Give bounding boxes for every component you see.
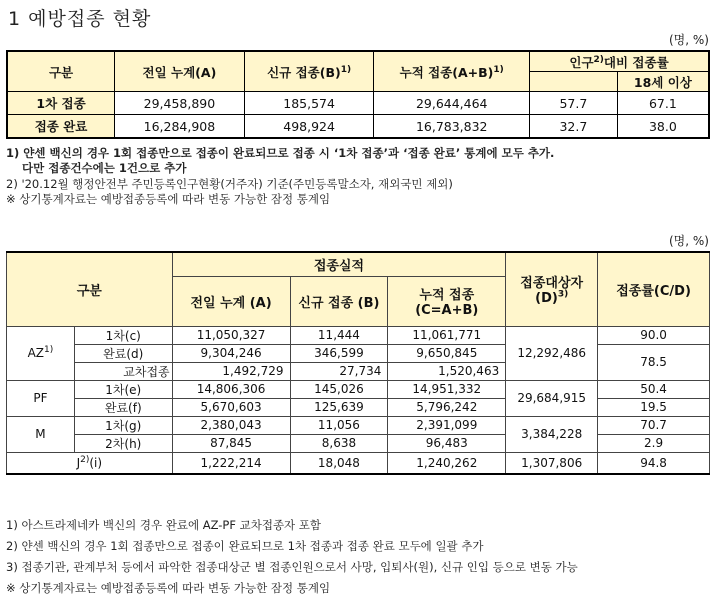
cell-rate: 90.0 (598, 326, 710, 344)
cell-rate: 70.7 (598, 416, 710, 434)
header-new: 신규 접종 (B) (290, 276, 388, 326)
cell-new: 11,056 (290, 416, 388, 434)
header-performance: 접종실적 (172, 252, 506, 276)
row-label: 1차(g) (74, 416, 172, 434)
footnote-3: 3) 접종기관, 관계부처 등에서 파악한 접종대상군 별 접종인원으로서 사망, 입퇴사(원), 신규 인입 등으로 변동 가능 (6, 560, 578, 574)
vaccination-summary-table (6, 50, 710, 139)
cell-rate: 32.7 (530, 115, 618, 139)
cell-prev: 1,492,729 (172, 362, 290, 380)
cell-new: 18,048 (290, 452, 388, 474)
cell-new: 346,599 (290, 344, 388, 362)
vaccination-detail-table (6, 251, 710, 475)
note-3: ※ 상기통계자료는 예방접종등록에 따라 변동 가능한 잠정 통계임 (6, 192, 331, 206)
cell-cum: 5,796,242 (388, 398, 506, 416)
cell-rate: 2.9 (598, 434, 710, 452)
note-1: 1) 얀센 백신의 경우 1회 접종만으로 접종이 완료되므로 접종 시 ‘1차 접종’과 ‘접종 완료’ 통계에 모두 추가. (6, 146, 555, 160)
cell-prev: 16,284,908 (115, 115, 245, 139)
cell-rate: 78.5 (598, 344, 710, 380)
cell-rate18: 67.1 (617, 92, 709, 115)
table-row (7, 115, 709, 139)
row-label: 접종 완료 (7, 115, 115, 139)
header-cumulative: 누적 접종 (C=A+B) (388, 276, 506, 326)
header-prev-total: 전일 누계(A) (115, 51, 245, 92)
footnote-2: 2) 얀센 백신의 경우 1회 접종만으로 접종이 완료되므로 1차 접종과 접종 완료 모두에 일괄 추가 (6, 539, 484, 553)
note-1b: 다만 접종건수에는 1건으로 추가 (22, 161, 187, 175)
row-label: 완료(d) (74, 344, 172, 362)
header-rate: 접종률(C/D) (598, 252, 710, 326)
table-row (7, 344, 710, 362)
cell-prev: 87,845 (172, 434, 290, 452)
cell-target: 3,384,228 (506, 416, 598, 452)
cell-prev: 11,050,327 (172, 326, 290, 344)
table-row (7, 416, 710, 434)
unit-label-1: (명, %) (669, 33, 709, 47)
cell-rate18: 38.0 (617, 115, 709, 139)
table-row (7, 380, 710, 398)
cell-cum: 1,520,463 (388, 362, 506, 380)
cell-new: 27,734 (290, 362, 388, 380)
table-row (7, 398, 710, 416)
group-az: AZ$^{1)}$ (7, 326, 75, 380)
group-m: M (7, 416, 75, 452)
cell-prev: 1,222,214 (172, 452, 290, 474)
note-2: 2) '20.12월 행정안전부 주민등록인구현황(거주자) 기준(주민등록말소자, 재외국민 제외) (6, 177, 453, 191)
header-new: 신규 접종$(B)^{1)}$ (244, 51, 374, 92)
cell-cum: 16,783,832 (374, 115, 530, 139)
cell-new: 125,639 (290, 398, 388, 416)
cell-target: 29,684,915 (506, 380, 598, 416)
cell-target: 1,307,806 (506, 452, 598, 474)
cell-rate: 19.5 (598, 398, 710, 416)
cell-prev: 29,458,890 (115, 92, 245, 115)
cell-rate: 57.7 (530, 92, 618, 115)
header-18-plus: 18세 이상 (617, 72, 709, 92)
cell-cum: 96,483 (388, 434, 506, 452)
cell-prev: 2,380,043 (172, 416, 290, 434)
unit-label-2: (명, %) (669, 234, 709, 248)
row-label: 1차(e) (74, 380, 172, 398)
cell-new: 8,638 (290, 434, 388, 452)
row-label: 1차 접종 (7, 92, 115, 115)
group-j: $J^{2)}(i)$ (7, 452, 173, 474)
cell-cum: 1,240,262 (388, 452, 506, 474)
cell-target: 12,292,486 (506, 326, 598, 380)
cell-cum: 2,391,099 (388, 416, 506, 434)
footnote-1: 1) 아스트라제네카 백신의 경우 완료에 AZ-PF 교차접종자 포함 (6, 518, 322, 532)
header-target: 접종대상자 $(D)^{3)}$ (506, 252, 598, 326)
cell-prev: 9,304,246 (172, 344, 290, 362)
cell-new: 11,444 (290, 326, 388, 344)
header-cumulative: 누적 접종$(A+B)^{1)}$ (374, 51, 530, 92)
cell-prev: 5,670,603 (172, 398, 290, 416)
footnote-4: ※ 상기통계자료는 예방접종등록에 따라 변동 가능한 잠정 통계임 (6, 581, 331, 595)
table-row (7, 326, 710, 344)
group-pf: PF (7, 380, 75, 416)
row-label: 교차접종 (74, 362, 172, 380)
cell-new: 185,574 (244, 92, 374, 115)
page-title: 1 예방접종 현황 (8, 8, 152, 30)
row-label: 1차(c) (74, 326, 172, 344)
cell-new: 145,026 (290, 380, 388, 398)
cell-prev: 14,806,306 (172, 380, 290, 398)
header-prev-total: 전일 누계 (A) (172, 276, 290, 326)
cell-new: 498,924 (244, 115, 374, 139)
header-gubun: 구분 (7, 252, 173, 326)
table-row (7, 452, 710, 474)
header-gubun: 구분 (7, 51, 115, 92)
cell-cum: 11,061,771 (388, 326, 506, 344)
row-label: 완료(f) (74, 398, 172, 416)
header-rate: 인구$^{2)}$대비 접종률 (530, 51, 709, 72)
cell-rate: 94.8 (598, 452, 710, 474)
table-row (7, 92, 709, 115)
cell-rate: 50.4 (598, 380, 710, 398)
cell-cum: 9,650,845 (388, 344, 506, 362)
cell-cum: 29,644,464 (374, 92, 530, 115)
row-label: 2차(h) (74, 434, 172, 452)
cell-cum: 14,951,332 (388, 380, 506, 398)
table-row (7, 434, 710, 452)
